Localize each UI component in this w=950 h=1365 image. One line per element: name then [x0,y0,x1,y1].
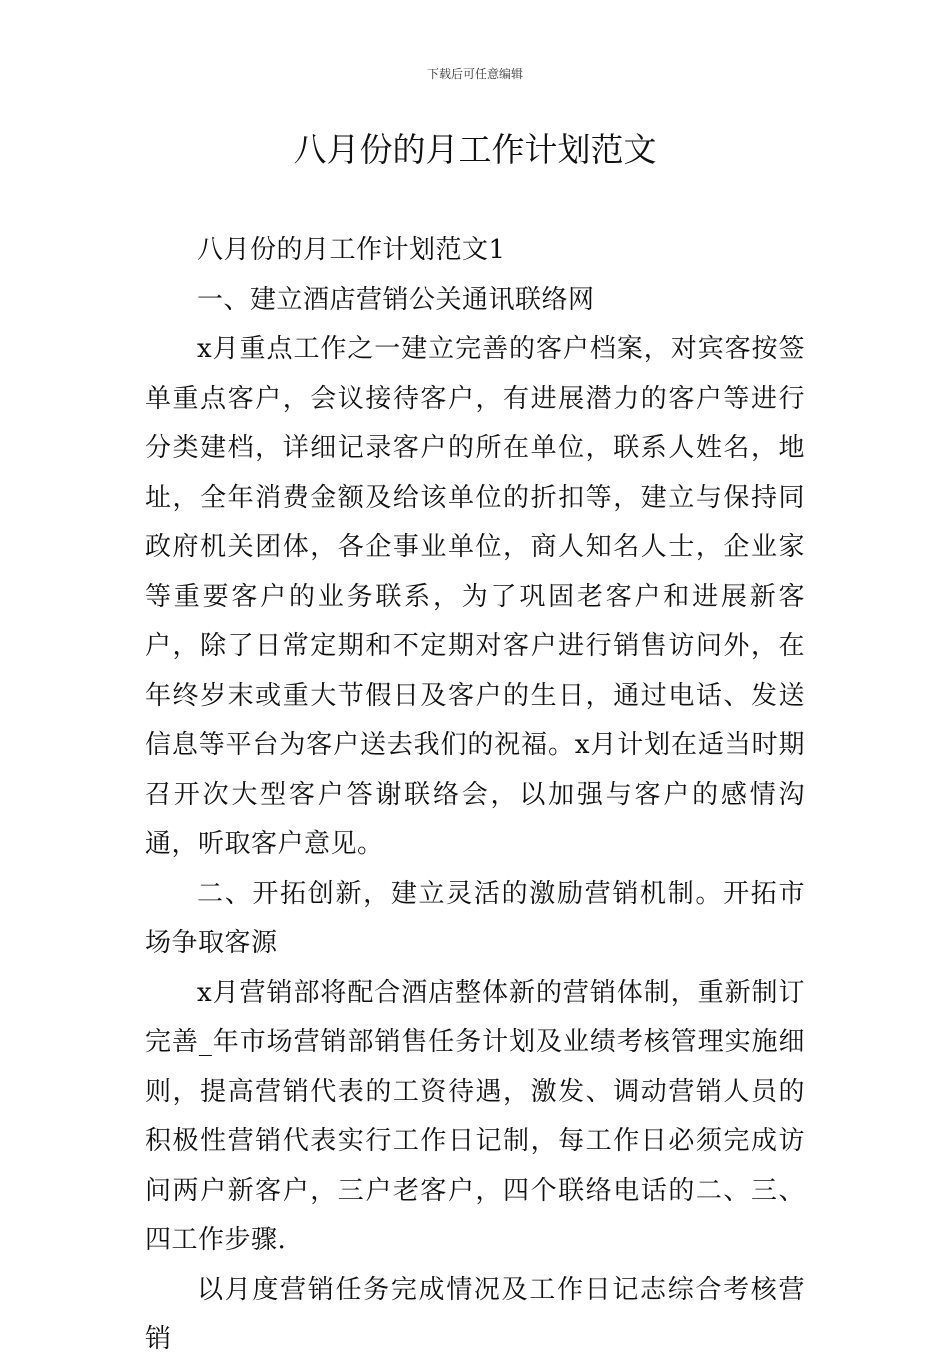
document-body [145,226,805,1365]
paragraph-section-2-heading: 二、开拓创新，建立灵活的激励营销机制。开拓市场争取客源 [145,878,805,958]
paragraph-section-2-continued: 以月度营销任务完成情况及工作日记志综合考核营销 [145,1274,805,1354]
paragraph-section-1-heading: 一、建立酒店营销公关通讯联络网 [197,284,595,315]
paragraph-section-2-body: x月营销部将配合酒店整体新的营销体制，重新制订完善_年市场营销部销售任务计划及业绩考核管理实施细则，提高营销代表的工资待遇，激发、调动营销人员的积极性营销代表实行工作日记制，每工作日必须完成访问两户新客户，三户老客户，四个联络电话的二、三、四工作步骤. [145,977,805,1255]
header-note: 下载后可任意编辑 [426,67,523,81]
paragraph-section-1-body: x月重点工作之一建立完善的客户档案，对宾客按签单重点客户，会议接待客户，有进展潜力的客户等进行分类建档，详细记录客户的所在单位，联系人姓名，地址，全年消费金额及给该单位的折扣等，建立与保持同政府机关团体，各企事业单位，商人知名人士，企业家等重要客户的业务联系，为了巩固老客户和进展新客户，除了日常定期和不定期对客户进行销售访问外，在年终岁末或重大节假日及客户的生日，通过电话、发送信息等平台为客户送去我们的祝福。x月计划在适当时期召开次大型客户答谢联络会，以加强与客户的感情沟通，听取客户意见。 [145,334,805,859]
paragraph-subtitle: 八月份的月工作计划范文1 [197,235,506,265]
document-title: 八月份的月工作计划范文 [293,130,657,169]
